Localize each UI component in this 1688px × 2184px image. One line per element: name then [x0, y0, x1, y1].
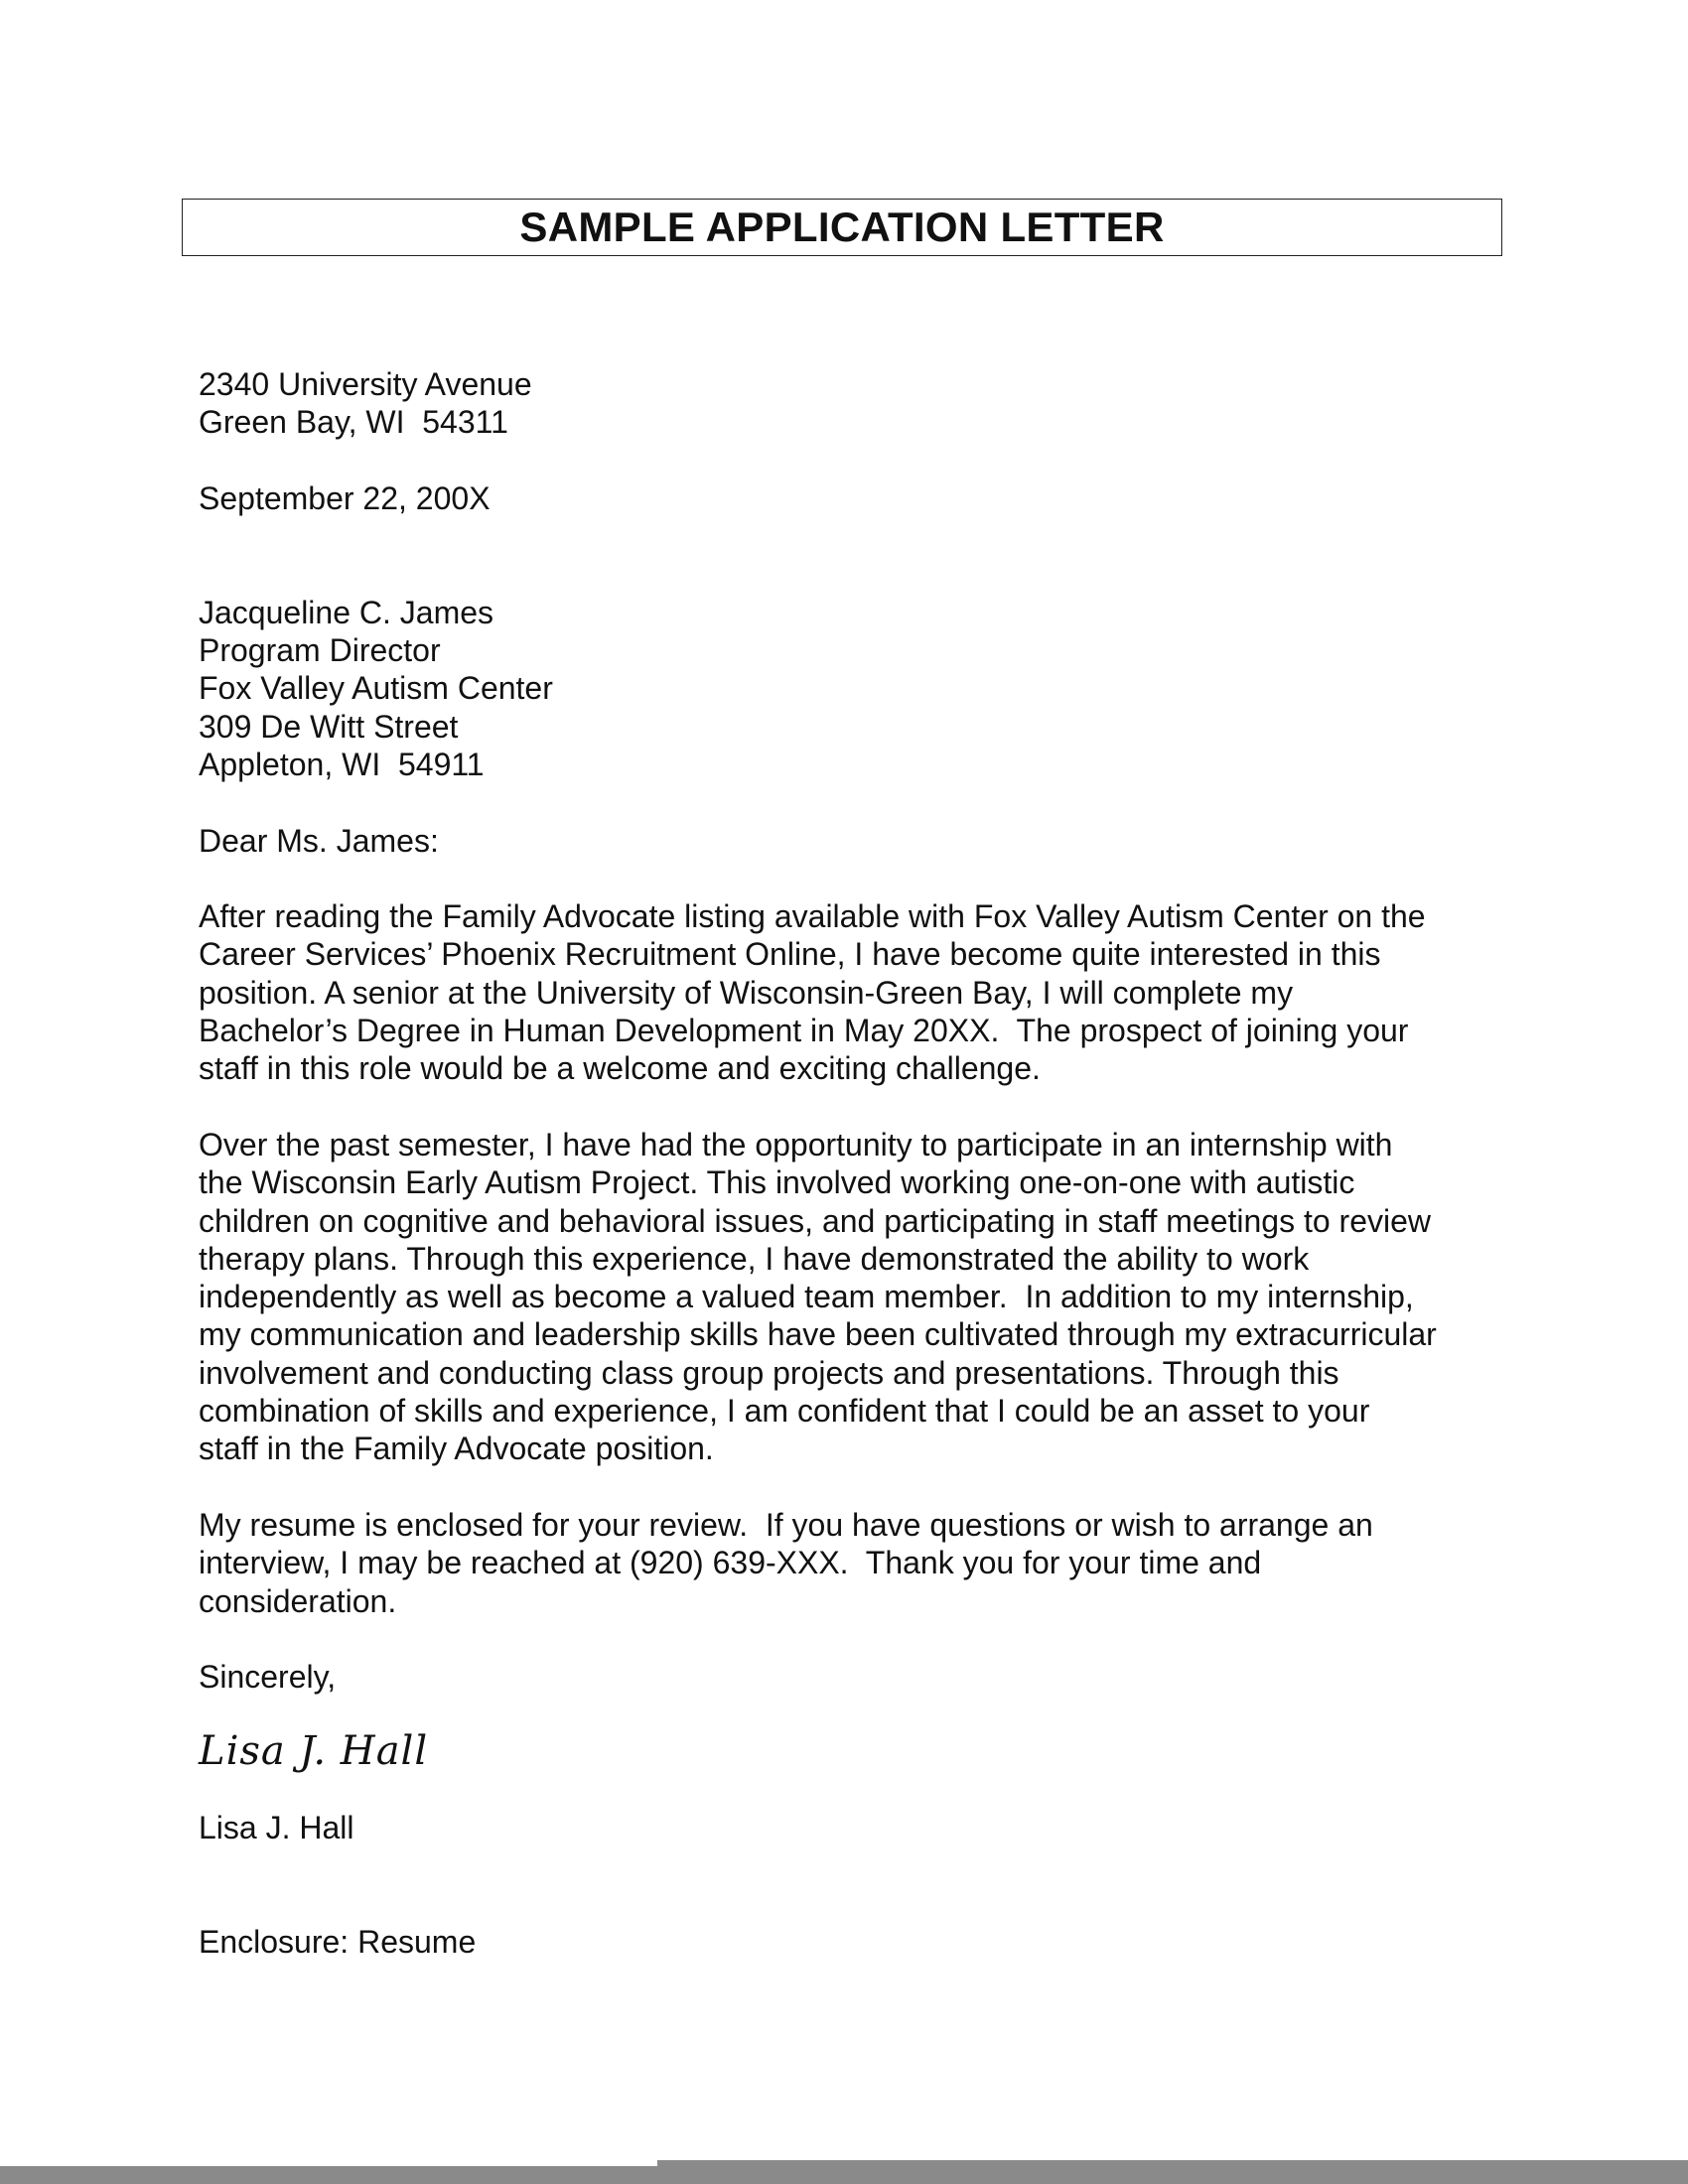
paragraph-2	[199, 1126, 1509, 1468]
paragraph-line: involvement and conducting class group projects and presentations. Through this	[199, 1354, 1339, 1391]
recipient-line: 309 De Witt Street	[199, 708, 459, 745]
paragraph-line: consideration.	[199, 1582, 397, 1619]
paragraph-line: staff in the Family Advocate position.	[199, 1431, 714, 1467]
title-box	[182, 199, 1502, 256]
recipient-line: Appleton, WI 54911	[199, 746, 485, 782]
document-title: SAMPLE APPLICATION LETTER	[519, 204, 1165, 250]
paragraph-line: independently as well as become a valued team member. In addition to my internship,	[199, 1279, 1414, 1315]
paragraph-line: therapy plans. Through this experience, I have demonstrated the ability to work	[199, 1240, 1310, 1277]
paragraph-line: Bachelor’s Degree in Human Development in May 20XX. The prospect of joining your	[199, 1013, 1409, 1049]
paragraph-line: My resume is enclosed for your review. If you have questions or wish to arrange an	[199, 1506, 1373, 1543]
paragraph-line: Career Services’ Phoenix Recruitment Online, I have become quite interested in this	[199, 936, 1381, 973]
paragraph-line: staff in this role would be a welcome and exciting challenge.	[199, 1050, 1041, 1087]
footer-bar-right	[657, 2160, 1688, 2184]
enclosure-note: Enclosure: Resume	[199, 1924, 477, 1961]
salutation: Dear Ms. James:	[199, 822, 439, 859]
paragraph-1	[199, 897, 1509, 1087]
sender-address-line: Green Bay, WI 54311	[199, 404, 508, 441]
recipient-line: Jacqueline C. James	[199, 594, 494, 630]
paragraph-line: children on cognitive and behavioral issues, and participating in staff meetings to review	[199, 1202, 1432, 1239]
recipient-line: Fox Valley Autism Center	[199, 670, 553, 707]
signer-name: Lisa J. Hall	[199, 1810, 354, 1846]
letter-date: September 22, 200X	[199, 479, 491, 516]
paragraph-line: combination of skills and experience, I am confident that I could be an asset to your	[199, 1393, 1370, 1430]
paragraph-line: Over the past semester, I have had the opportunity to participate in an internship with	[199, 1126, 1393, 1162]
paragraph-line: interview, I may be reached at (920) 639-XXX. Thank you for your time and	[199, 1545, 1262, 1581]
recipient-address	[199, 594, 1509, 783]
paragraph-line: the Wisconsin Early Autism Project. This involved working one-on-one with autistic	[199, 1164, 1355, 1201]
paragraph-line: my communication and leadership skills have been cultivated through my extracurricular	[199, 1316, 1437, 1353]
sender-address-line: 2340 University Avenue	[199, 366, 532, 402]
paragraph-line: position. A senior at the University of Wisconsin-Green Bay, I will complete my	[199, 974, 1294, 1011]
footer-bar-left	[0, 2166, 657, 2184]
paragraph-3	[199, 1506, 1509, 1620]
closing: Sincerely,	[199, 1659, 337, 1696]
paragraph-line: After reading the Family Advocate listing available with Fox Valley Autism Center on the	[199, 898, 1426, 935]
sender-address	[199, 365, 1509, 442]
letter-body	[199, 365, 1509, 1962]
handwritten-signature: Lisa J. Hall	[199, 1728, 429, 1775]
recipient-line: Program Director	[199, 632, 441, 669]
